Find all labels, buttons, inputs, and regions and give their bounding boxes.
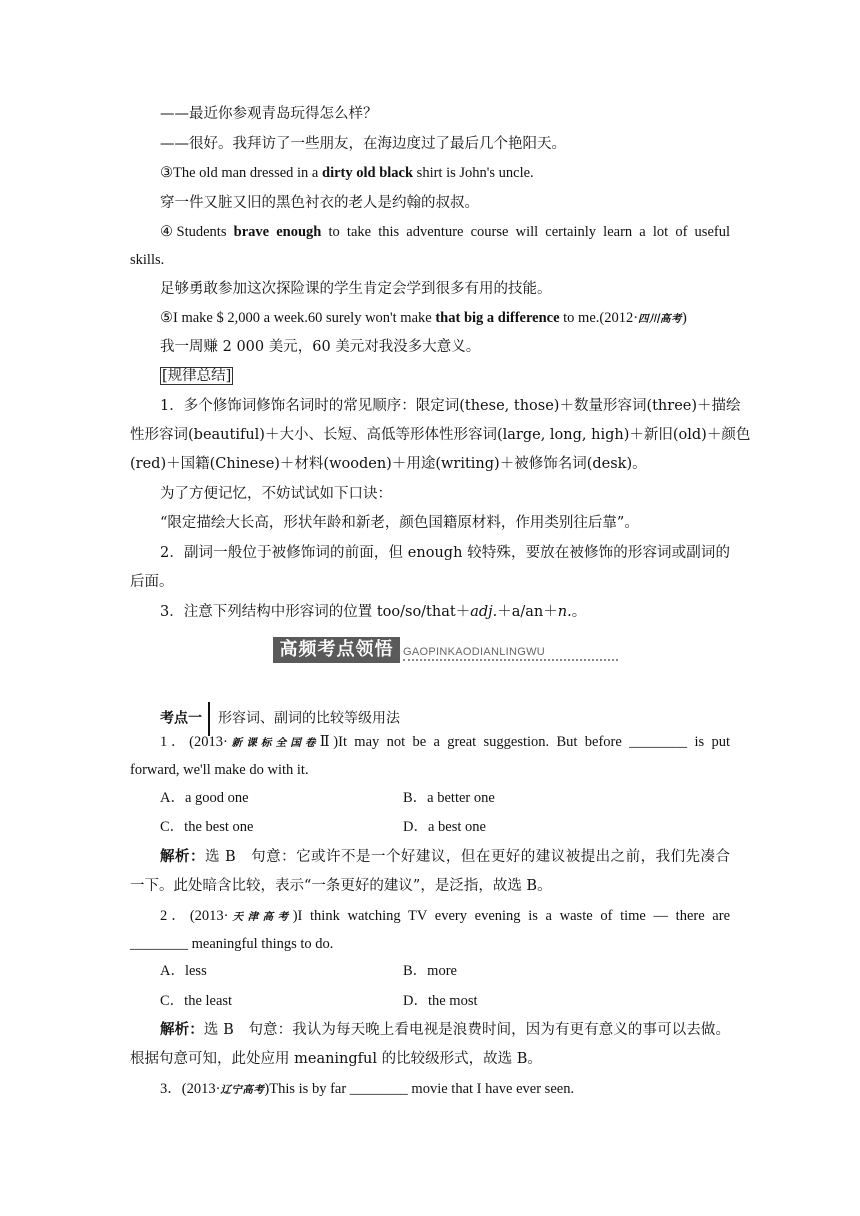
kaodian-label: 考点一 — [160, 710, 202, 727]
q1-option-c: C．the best one — [160, 819, 254, 835]
q2-option-a: A．less — [160, 963, 207, 979]
example-3-translation: 穿一件又脏又旧的黑色衬衣的老人是约翰的叔叔。 — [160, 195, 479, 211]
example-4-translation: 足够勇敢参加这次探险课的学生肯定会学到很多有用的技能。 — [160, 281, 552, 297]
rule-3: 3．注意下列结构中形容词的位置 too/so/that＋adj.＋a/an＋n.。 — [160, 604, 587, 620]
example-5: ⑤I make $ 2,000 a week.60 surely won't make that big a difference to me.(2012·四川高考) — [160, 310, 687, 326]
example-5-translation: 我一周赚 2 000 美元，60 美元对我没多大意义。 — [160, 339, 481, 355]
example-5-emphasis: that big a difference — [435, 310, 560, 326]
q1-option-b: B．a better one — [403, 790, 495, 806]
source-tag: 四川高考 — [638, 313, 683, 325]
rule-1-line-1: 1．多个修饰词修饰名词时的常见顺序：限定词(these, those)＋数量形容词(three)＋描绘 — [160, 398, 741, 414]
q2-analysis-cont: 根据句意可知，此处应用 meaningful 的比较级形式，故选 B。 — [130, 1051, 542, 1067]
banner-title: 高频考点领悟 — [273, 637, 400, 663]
q2-analysis: 解析：选 B 句意：我认为每天晚上看电视是浪费时间，因为有更有意义的事可以去做。 — [160, 1021, 731, 1038]
question-1-cont: forward, we'll make do with it. — [130, 762, 309, 778]
kaodian-title: 形容词、副词的比较等级用法 — [218, 710, 400, 727]
example-3: ③The old man dressed in a dirty old black shirt is John's uncle. — [160, 165, 534, 181]
rule-2-line-2: 后面。 — [130, 574, 174, 590]
dialog-line-2: ——很好。我拜访了一些朋友，在海边度过了最后几个艳阳天。 — [160, 136, 566, 152]
kaodian-divider — [208, 702, 210, 736]
rule-1-tip: 为了方便记忆，不妨试试如下口诀： — [160, 486, 392, 502]
example-3-emphasis: dirty old black — [322, 165, 414, 181]
banner-divider — [403, 659, 618, 661]
q3-source-tag: 辽宁高考 — [220, 1084, 265, 1096]
banner-subtitle: GAOPINKAODIANLINGWU — [403, 646, 545, 658]
rule-1-line-3: (red)＋国籍(Chinese)＋材料(wooden)＋用途(writing)＋被修饰名词(desk)。 — [130, 456, 647, 472]
rule-2-line-1: 2．副词一般位于被修饰词的前面，但 enough 较特殊，要放在被修饰的形容词或副词的 — [160, 545, 730, 561]
rule-summary-heading: [规律总结] — [162, 368, 232, 384]
question-1: 1．(2013·新课标全国卷Ⅱ)It may not be a great suggestion. But before ________ is put — [160, 734, 730, 750]
q2-source-tag: 天津高考 — [228, 911, 293, 923]
kaodian-heading — [160, 702, 400, 736]
q1-analysis: 解析：选 B 句意：它或许不是一个好建议，但在更好的建议被提出之前，我们先凑合 — [160, 848, 731, 865]
q1-analysis-cont: 一下。此处暗含比较，表示“一条更好的建议”，是泛指，故选 B。 — [130, 878, 552, 894]
example-4: ④Students brave enough to take this adventure course will certainly learn a lot of useful — [160, 224, 730, 240]
q2-option-c: C．the least — [160, 993, 233, 1009]
q2-option-b: B．more — [403, 963, 457, 979]
example-4-cont: skills. — [130, 252, 165, 268]
example-4-emphasis: brave enough — [233, 224, 322, 240]
question-3: 3．(2013·辽宁高考)This is by far ________ movie that I have ever seen. — [160, 1081, 575, 1097]
section-banner — [273, 637, 618, 665]
rule-1-line-2: 性形容词(beautiful)＋大小、长短、高低等形体性形容词(large, long, high)＋新旧(old)＋颜色 — [130, 427, 751, 443]
question-2: 2．(2013·天津高考)I think watching TV every evening is a waste of time — there are — [160, 908, 731, 924]
q1-option-a: A．a good one — [160, 790, 249, 806]
q1-source-tag: 新课标全国卷 — [227, 737, 320, 749]
question-2-cont: ________ meaningful things to do. — [130, 936, 334, 952]
dialog-line-1: ——最近你参观青岛玩得怎么样？ — [160, 106, 378, 122]
rule-1-mnemonic: “限定描绘大长高，形状年龄和新老，颜色国籍原材料，作用类别往后靠”。 — [160, 515, 639, 531]
q1-option-d: D．a best one — [403, 819, 486, 835]
q2-option-d: D．the most — [403, 993, 478, 1009]
